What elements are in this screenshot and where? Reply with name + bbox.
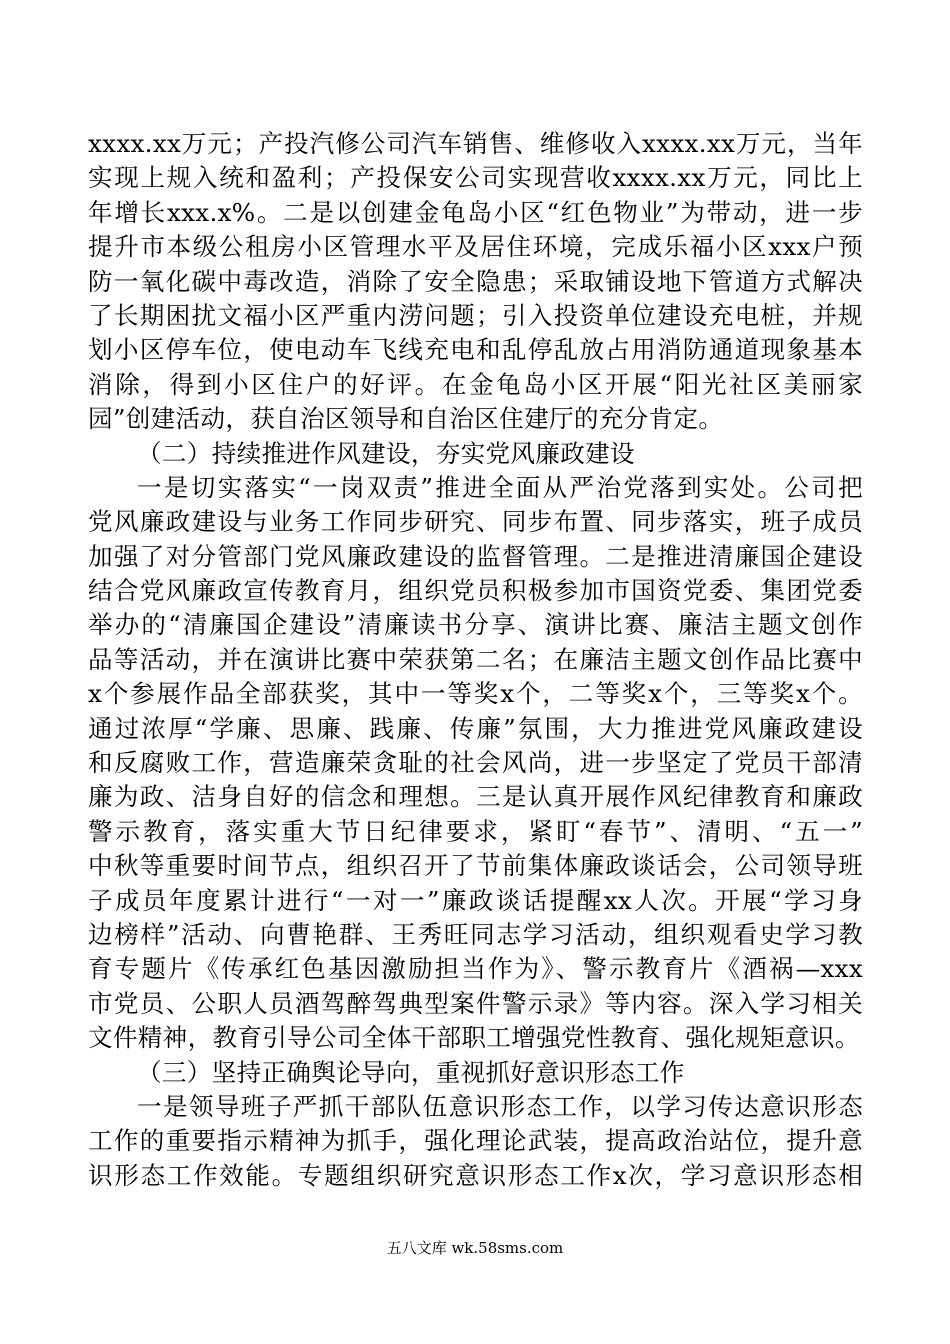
page-footer-watermark: 五八文库 wk.58sms.com <box>386 1239 564 1257</box>
document-body <box>88 127 863 1193</box>
text-line: 划小区停车位，使电动车飞线充电和乱停乱放占用消防通道现象基本 <box>88 335 863 365</box>
text-line: 一是切实落实“一岗双责”推进全面从严治党落到实处。公司把 <box>137 472 863 502</box>
text-line: 警示教育，落实重大节日纪律要求，紧盯“春节”、清明、“五一” <box>88 816 863 846</box>
text-line: 工作的重要指示精神为抓手，强化理论武装，提高政治站位，提升意 <box>88 1126 863 1156</box>
text-line: 提升市本级公租房小区管理水平及居住环境，完成乐福小区xxx户预 <box>88 232 863 262</box>
text-line: 年增长xxx.x%。二是以创建金龟岛小区“红色物业”为带动，进一步 <box>88 197 863 227</box>
text-line: 结合党风廉政宣传教育月，组织党员积极参加市国资党委、集团党委 <box>88 576 863 606</box>
paragraph-integrity-building <box>88 471 863 1056</box>
text-line: 中秋等重要时间节点，组织召开了节前集体廉政谈话会，公司领导班 <box>88 851 863 881</box>
text-line: 了长期困扰文福小区严重内涝问题；引入投资单位建设充电桩，并规 <box>88 300 863 330</box>
text-line: 边榜样”活动、向曹艳群、王秀旺同志学习活动，组织观看史学习教 <box>88 919 863 949</box>
text-line: 市党员、公职人员酒驾醉驾典型案件警示录》等内容。深入学习相关 <box>88 988 863 1018</box>
text-line: 一是领导班子严抓干部队伍意识形态工作，以学习传达意识形态 <box>137 1091 863 1121</box>
text-line: 党风廉政建设与业务工作同步研究、同步布置、同步落实，班子成员 <box>88 507 863 537</box>
text-line: 子成员年度累计进行“一对一”廉政谈话提醒xx人次。开展“学习身 <box>88 885 863 915</box>
text-line: 育专题片《传承红色基因激励担当作为》、警示教育片《酒祸—xxx <box>88 954 863 984</box>
text-line: 廉为政、洁身自好的信念和理想。三是认真开展作风纪律教育和廉政 <box>88 782 863 812</box>
text-line: 园”创建活动，获自治区领导和自治区住建厅的充分肯定。 <box>88 404 724 434</box>
text-line: 通过浓厚“学廉、思廉、践廉、传廉”氛围，大力推进党风廉政建设 <box>88 713 863 743</box>
text-line: 识形态工作效能。专题组织研究意识形态工作x次，学习意识形态相 <box>88 1160 863 1190</box>
text-line: 防一氧化碳中毒改造，消除了安全隐患；采取铺设地下管道方式解决 <box>88 266 863 296</box>
text-line: 和反腐败工作，营造廉荣贪耻的社会风尚，进一步坚定了党员干部清 <box>88 748 863 778</box>
paragraph-ideology-work <box>88 1090 863 1193</box>
text-line: 实现上规入统和盈利；产投保安公司实现营收xxxx.xx万元，同比上 <box>88 163 863 193</box>
text-line: x个参展作品全部获奖，其中一等奖x个，二等奖x个，三等奖x个。 <box>88 679 863 709</box>
section-heading-conduct <box>88 437 863 471</box>
text-line: xxxx.xx万元；产投汽修公司汽车销售、维修收入xxxx.xx万元，当年 <box>88 129 863 158</box>
heading-text: （二）持续推进作风建设，夯实党风廉政建设 <box>137 438 635 468</box>
text-line: 消除，得到小区住户的好评。在金龟岛小区开展“阳光社区美丽家 <box>88 369 863 399</box>
text-line: 文件精神，教育引导公司全体干部职工增强党性教育、强化规矩意识。 <box>88 1023 860 1053</box>
section-heading-ideology <box>88 1056 863 1090</box>
text-line: 加强了对分管部门党风廉政建设的监督管理。二是推进清廉国企建设 <box>88 541 863 571</box>
paragraph-property-management <box>88 127 863 437</box>
text-line: 举办的“清廉国企建设”清廉读书分享、演讲比赛、廉洁主题文创作 <box>88 610 863 640</box>
heading-text: （三）坚持正确舆论导向，重视抓好意识形态工作 <box>137 1057 685 1087</box>
text-line: 品等活动，并在演讲比赛中荣获第二名；在廉洁主题文创作品比赛中 <box>88 644 863 674</box>
